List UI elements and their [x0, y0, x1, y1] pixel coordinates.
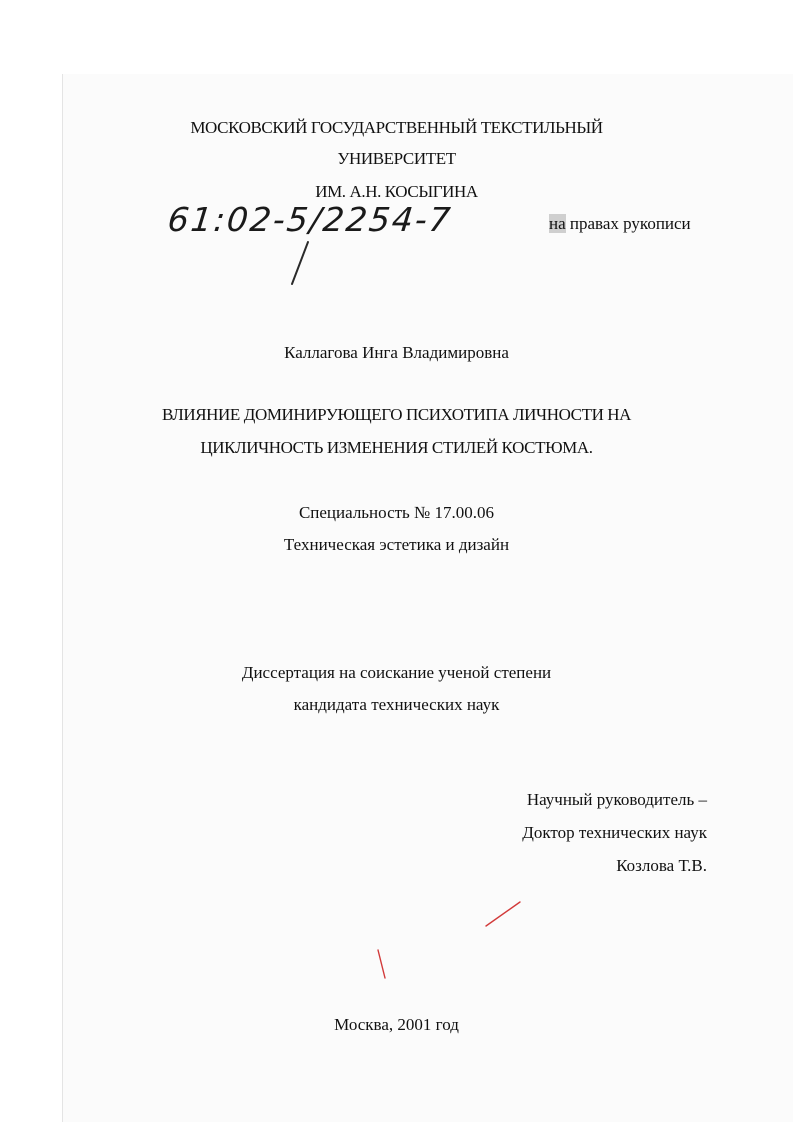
university-name-line1: МОСКОВСКИЙ ГОСУДАРСТВЕННЫЙ ТЕКСТИЛЬНЫЙ — [190, 118, 603, 137]
red-pen-tick-icon — [372, 946, 392, 982]
author-name: Каллагова Инга Владимировна — [284, 343, 509, 362]
handwritten-registry-number: 61:02-5/2254-7 — [165, 200, 455, 239]
university-name-line2: УНИВЕРСИТЕТ — [337, 149, 456, 168]
degree-line2: кандидата технических наук — [293, 695, 500, 714]
specialty-number: Специальность № 17.00.06 — [298, 503, 495, 522]
supervisor-name: Козлова Т.В. — [616, 856, 707, 875]
manuscript-note-prefix: на — [549, 214, 566, 233]
specialty-name: Техническая эстетика и дизайн — [283, 535, 510, 554]
supervisor-role: Научный руководитель – — [526, 790, 707, 809]
manuscript-note — [549, 214, 691, 234]
supervisor-degree: Доктор технических наук — [522, 823, 707, 842]
place-year: Москва, 2001 год — [334, 1015, 459, 1034]
university-name-line3: ИМ. А.Н. КОСЫГИНА — [315, 182, 478, 201]
red-pen-mark-icon — [480, 896, 530, 932]
thesis-title-line1: ВЛИЯНИЕ ДОМИНИРУЮЩЕГО ПСИХОТИПА ЛИЧНОСТИ НА — [161, 405, 632, 424]
manuscript-note-rest: правах рукописи — [565, 214, 691, 233]
thesis-title-line2: ЦИКЛИЧНОСТЬ ИЗМЕНЕНИЯ СТИЛЕЙ КОСТЮМА. — [200, 438, 593, 457]
degree-line1: Диссертация на соискание ученой степени — [241, 663, 552, 682]
pencil-stroke-icon — [280, 238, 320, 288]
